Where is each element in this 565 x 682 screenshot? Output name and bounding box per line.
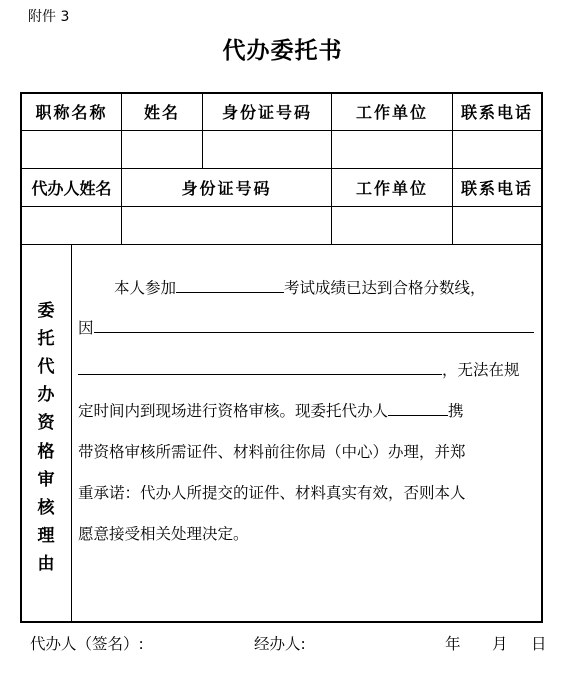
day-label: 日 [531, 635, 547, 653]
body-line-1 [78, 270, 565, 307]
cell-agent-phone-input[interactable] [453, 207, 541, 244]
reason-char: 核 [37, 497, 55, 518]
header-phone: 联系电话 [460, 103, 533, 122]
agent-signature-label: 代办人（签名）: [30, 635, 144, 653]
reason-prefix-text: 因 [78, 319, 94, 337]
body-line-5: 带资格审核所需证件、材料前往你局（中心）办理，并郑 [78, 443, 466, 461]
header-agent-id-number: 身份证号码 [181, 179, 272, 198]
year-label: 年 [445, 635, 461, 653]
reason-char: 代 [37, 357, 55, 378]
body-line-4 [78, 393, 542, 430]
cell-agent-id-input[interactable] [122, 207, 331, 244]
reason-char: 委 [37, 301, 55, 321]
exam-name-blank[interactable] [176, 275, 284, 293]
header-agent-name: 代办人姓名 [31, 179, 112, 198]
reason-blank-1[interactable] [94, 315, 534, 333]
header-id-number: 身份证号码 [221, 103, 312, 122]
header-agent-phone: 联系电话 [460, 179, 533, 198]
body-line-3 [78, 352, 542, 389]
cell-id-number-input[interactable] [203, 131, 331, 168]
body-line-2 [78, 310, 542, 347]
reason-char: 审 [37, 469, 55, 490]
agent-name-blank[interactable] [388, 398, 448, 416]
reason-blank-2[interactable] [78, 357, 442, 375]
cell-title-name-input[interactable] [22, 131, 121, 168]
reason-char: 由 [37, 553, 55, 574]
reason-char: 资 [37, 413, 55, 434]
cell-name-input[interactable] [122, 131, 202, 168]
cell-agent-work-unit-input[interactable] [332, 207, 452, 244]
body-line-6: 重承诺：代办人所提交的证件、材料真实有效，否则本人 [78, 484, 466, 502]
header-work-unit: 工作单位 [355, 103, 428, 122]
month-label: 月 [492, 635, 508, 653]
cell-phone-input[interactable] [453, 131, 541, 168]
reason-char: 格 [37, 441, 55, 462]
header-title-name: 职称名称 [35, 103, 108, 122]
entrust-text: 定时间内到现场进行资格审核。现委托代办人 [78, 402, 389, 420]
exam-participation-text: 本人参加 [114, 279, 177, 297]
reason-char: 办 [37, 385, 55, 406]
header-agent-work-unit: 工作单位 [355, 179, 428, 198]
reason-label-vertical [22, 298, 70, 578]
attachment-label: 附件 3 [28, 9, 70, 25]
header-name: 姓名 [143, 103, 180, 122]
reason-char: 理 [37, 525, 55, 546]
body-line-7: 愿意接受相关处理决定。 [78, 525, 249, 543]
cell-agent-name-input[interactable] [22, 207, 121, 244]
reason-char: 托 [37, 329, 55, 350]
score-qualified-text: 考试成绩已达到合格分数线， [284, 279, 486, 297]
document-title: 代办委托书 [222, 38, 343, 64]
unable-text: ，无法在规 [442, 361, 520, 379]
cell-work-unit-input[interactable] [332, 131, 452, 168]
carry-text: 携 [448, 402, 464, 420]
handler-label: 经办人: [254, 635, 306, 653]
